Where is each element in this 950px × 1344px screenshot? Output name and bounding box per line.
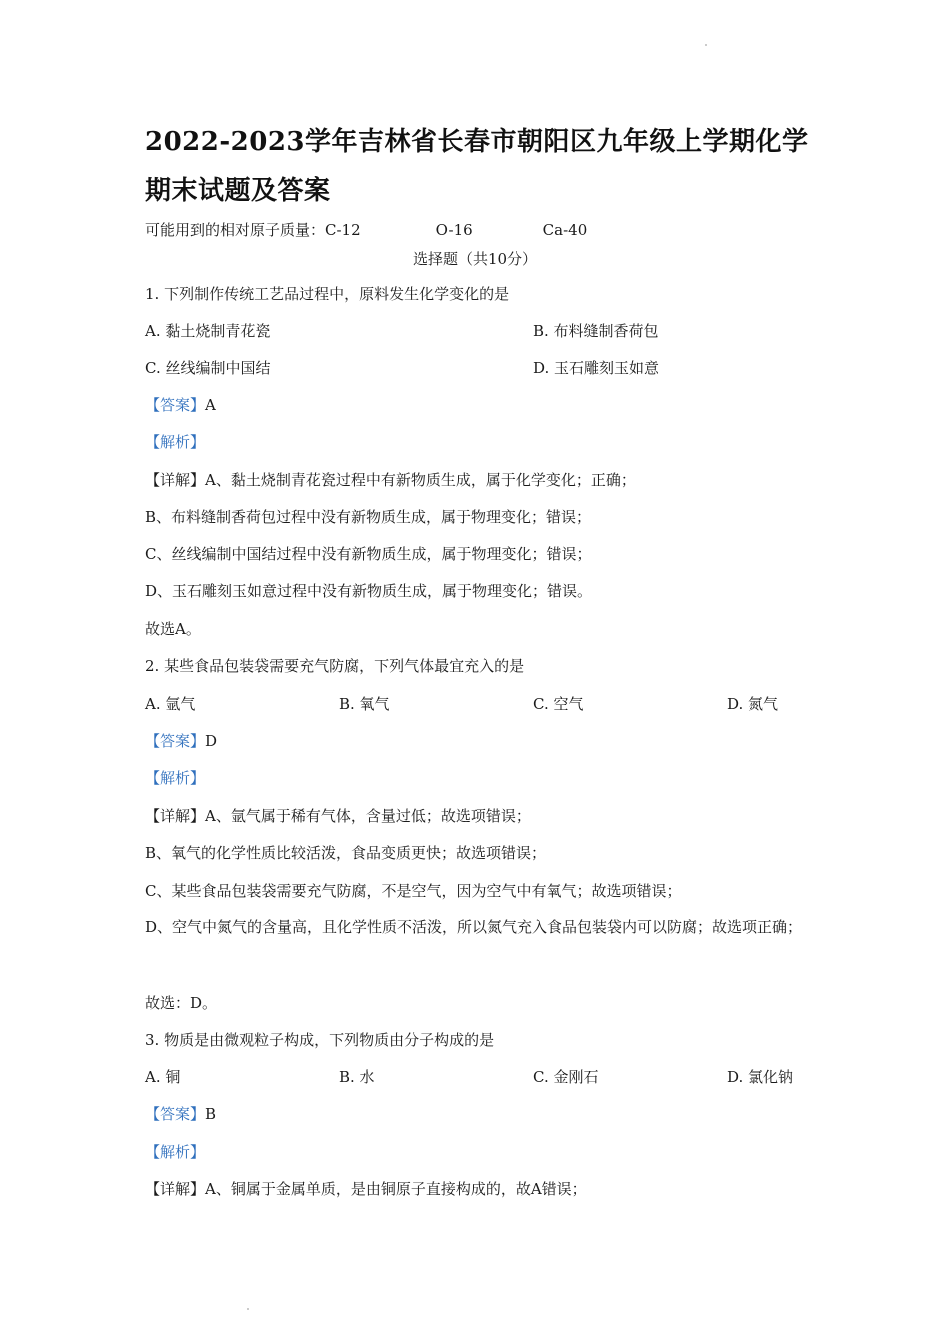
q2-option-b: B. 氧气 [339, 695, 390, 713]
q3-option-c: C. 金刚石 [533, 1068, 599, 1086]
q3-analysis-tag: 【解析】 [145, 1143, 206, 1161]
q1-detail-1 [145, 470, 636, 490]
answer-value: A [205, 396, 216, 414]
detail-tag: 【详解】 [145, 471, 206, 489]
mass-o: O-16 [435, 221, 473, 239]
detail-tag: 【详解】 [145, 1180, 206, 1198]
q2-choose: 故选：D。 [145, 994, 218, 1012]
q2-detail-2: B、氧气的化学性质比较活泼，食品变质更快；故选项错误； [145, 844, 547, 862]
q1-option-b: B. 布料缝制香荷包 [533, 322, 659, 340]
q1-option-a: A. 黏土烧制青花瓷 [145, 322, 271, 340]
q3-option-d: D. 氯化钠 [727, 1068, 794, 1086]
q3-answer [145, 1104, 216, 1124]
q1-stem: 1. 下列制作传统工艺品过程中，原料发生化学变化的是 [145, 285, 510, 303]
mass-c: C-12 [325, 221, 361, 239]
answer-tag: 【答案】 [145, 1105, 206, 1123]
q1-option-d: D. 玉石雕刻玉如意 [533, 359, 660, 377]
q1-detail-3: C、丝线编制中国结过程中没有新物质生成，属于物理变化；错误； [145, 545, 592, 563]
q1-detail-4: D、玉石雕刻玉如意过程中没有新物质生成，属于物理变化；错误。 [145, 582, 593, 600]
q2-analysis-tag: 【解析】 [145, 769, 206, 787]
answer-value: D [205, 732, 218, 750]
answer-tag: 【答案】 [145, 732, 206, 750]
detail-tag: 【详解】 [145, 807, 206, 825]
section-heading: 选择题（共10分） [412, 250, 538, 268]
q1-analysis-tag: 【解析】 [145, 433, 206, 451]
detail-text: A、黏土烧制青花瓷过程中有新物质生成，属于化学变化；正确； [205, 471, 636, 489]
q2-answer [145, 731, 217, 751]
q2-option-c: C. 空气 [533, 695, 584, 713]
q1-choose: 故选A。 [145, 620, 201, 638]
answer-tag: 【答案】 [145, 396, 206, 414]
atomic-masses-label: 可能用到的相对原子质量： [145, 221, 326, 239]
answer-value: B [205, 1105, 217, 1123]
detail-text: A、氩气属于稀有气体，含量过低；故选项错误； [205, 807, 531, 825]
detail-text: A、铜属于金属单质，是由铜原子直接构成的，故A错误； [205, 1180, 587, 1198]
q2-option-a: A. 氩气 [145, 695, 196, 713]
q2-detail-4: D、空气中氮气的含量高，且化学性质不活泼，所以氮气充入食品包装袋内可以防腐；故选项正确； [145, 918, 803, 936]
atomic-masses [145, 220, 587, 240]
q3-stem: 3. 物质是由微观粒子构成，下列物质由分子构成的是 [145, 1031, 495, 1049]
scan-dot [247, 1308, 249, 1310]
q2-detail-3: C、某些食品包装袋需要充气防腐，不是空气，因为空气中有氧气；故选项错误； [145, 882, 682, 900]
document-title: 2022-2023学年吉林省长春市朝阳区九年级上学期化学期末试题及答案 [145, 127, 809, 206]
q3-option-a: A. 铜 [145, 1068, 181, 1086]
q3-option-b: B. 水 [339, 1068, 375, 1086]
scan-dot [705, 44, 707, 46]
q1-answer [145, 395, 216, 415]
q3-detail-1 [145, 1179, 587, 1199]
q2-option-d: D. 氮气 [727, 695, 779, 713]
mass-ca: Ca-40 [542, 221, 588, 239]
q2-stem: 2. 某些食品包装袋需要充气防腐，下列气体最宜充入的是 [145, 657, 525, 675]
q2-detail-1 [145, 806, 531, 826]
q1-detail-2: B、布料缝制香荷包过程中没有新物质生成，属于物理变化；错误； [145, 508, 592, 526]
q1-option-c: C. 丝线编制中国结 [145, 359, 271, 377]
